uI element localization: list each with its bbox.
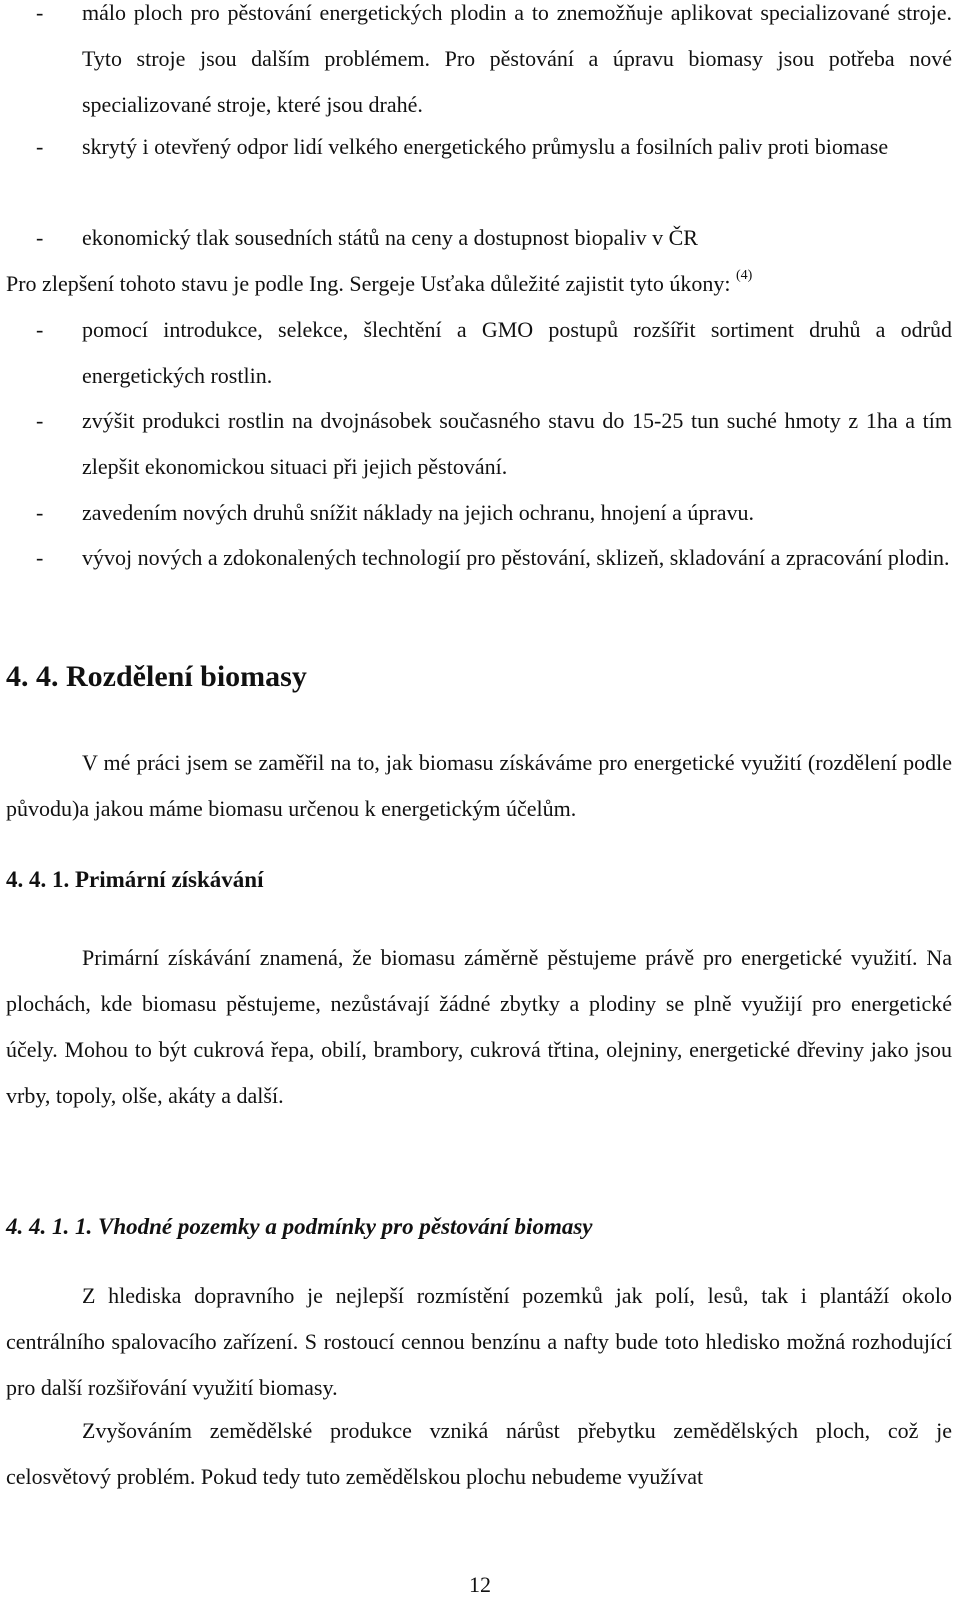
bullet-text: ekonomický tlak sousedních států na ceny a dostupnost biopaliv v ČR [82, 225, 698, 250]
bullet-item [6, 398, 952, 490]
bullet-item [6, 215, 952, 261]
bullet-dash: - [36, 408, 44, 433]
subsection-heading: 4. 4. 1. Primární získávání [6, 867, 264, 892]
bullet-item [6, 535, 952, 581]
bullet-item [6, 307, 952, 399]
bullet-item [6, 490, 952, 536]
subsubsection-heading: 4. 4. 1. 1. Vhodné pozemky a podmínky pro pěstování biomasy [6, 1214, 593, 1239]
bullet-text: zavedením nových druhů snížit náklady na jejich ochranu, hnojení a úpravu. [82, 500, 755, 525]
bullet-dash: - [36, 134, 44, 159]
reference-number: (4) [735, 268, 753, 283]
bullet-text: pomocí introdukce, selekce, šlechtění a GMO postupů rozšířit sortiment druhů a odrůd energetických rostlin. [82, 317, 952, 388]
bullet-text: skrytý i otevřený odpor lidí velkého energetického průmyslu a fosilních paliv proti biomase [82, 134, 889, 159]
page-number: 12 [469, 1572, 491, 1597]
bullet-dash: - [36, 225, 44, 250]
bullet-item [6, 0, 952, 128]
subsection-paragraph: Primární získávání znamená, že biomasu záměrně pěstujeme právě pro energetické využití. Na plochách, kde biomasu pěstujeme, nezůstávají žádné zbytky a plodiny se plně využijí pro energetické účely. Mohou to být cukrová řepa, obilí, brambory, cukrová třtina, olejniny, energetické dřeviny jako jsou vrby, topoly, olše, akáty a další. [6, 945, 952, 1108]
section-paragraph: V mé práci jsem se zaměřil na to, jak biomasu získáváme pro energetické využití (rozdělení podle původu)a jakou máme biomasu určenou k energetickým účelům. [6, 750, 952, 821]
bullet-dash: - [36, 545, 44, 570]
bullet-text: vývoj nových a zdokonalených technologií pro pěstování, sklizeň, skladování a zpracování plodin. [82, 545, 950, 570]
bullet-dash: - [36, 0, 44, 25]
intro-text: Pro zlepšení tohoto stavu je podle Ing. Sergeje Usťaka důležité zajistit tyto úkony: [6, 271, 731, 296]
bullet-dash: - [36, 500, 44, 525]
bullet-text: zvýšit produkci rostlin na dvojnásobek současného stavu do 15-25 tun suché hmoty z 1ha a tím zlepšit ekonomickou situaci při jejich pěstování. [82, 408, 952, 479]
subsubsection-paragraph: Zvyšováním zemědělské produkce vzniká nárůst přebytku zemědělských ploch, což je celosvětový problém. Pokud tedy tuto zemědělskou plochu nebudeme využívat [6, 1418, 952, 1489]
bullet-dash: - [36, 317, 44, 342]
intro-line [6, 261, 952, 307]
subsubsection-paragraph: Z hlediska dopravního je nejlepší rozmístění pozemků jak polí, lesů, tak i plantáží okolo centrálního spalovacího zařízení. S rostoucí cennou benzínu a nafty bude toto hledisko možná rozhodující pro další rozšiřování využití biomasy. [6, 1283, 952, 1400]
bullet-item [6, 124, 952, 170]
section-heading: 4. 4. Rozdělení biomasy [6, 660, 307, 693]
bullet-text: málo ploch pro pěstování energetických plodin a to znemožňuje aplikovat specializované stroje. Tyto stroje jsou dalším problémem. Pro pěstování a úpravu biomasy jsou potřeba nové specializované stroje, které jsou drahé. [82, 0, 952, 117]
